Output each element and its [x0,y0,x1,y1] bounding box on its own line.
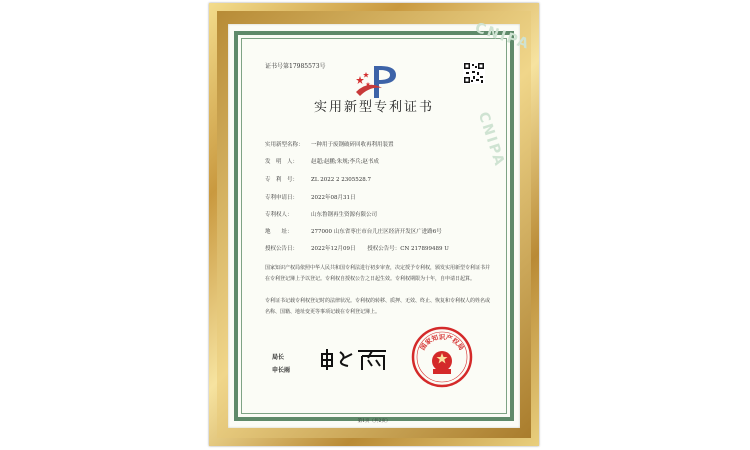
certificate-title: 实用新型专利证书 [313,100,434,115]
seal-text: 国家知识产权局 [418,333,466,352]
certificate-number: 证书号第17985573号 [265,63,326,70]
watermark: CNIPA [474,110,508,170]
paragraph-grant-notice: 国家知识产权局依照中华人民共和国专利法进行初步审查，决定授予专利权，颁发实用新型专利证书并在专利登记簿上予以登记。专利权自授权公告之日起生效。专利权期限为十年，自申请日起算。 [265,265,491,282]
field-utility-model-name: 实用新型名称： 一种用于废钢破碎回收再利用装置 [265,142,394,148]
paragraph-legal-status: 专利证书记载专利权登记时的法律状况。专利权的转移、质押、无效、终止、恢复和专利权人的姓名或名称、国籍、地址变更等事项记载在专利登记簿上。 [265,298,491,315]
field-patentee: 专利权人： 山东鲁钢再生资源有限公司 [265,212,378,218]
qr-code-icon [463,62,485,84]
director-name-label: 申长雨 [272,367,291,374]
field-address: 地 址： 277000 山东省枣庄市台儿庄区经济开发区广进路6号 [265,229,442,235]
field-inventors: 发 明 人： 赵超;赵鹏;朱规;李兵;赵书成 [265,159,379,165]
page-footer: 第1页（共2页） [357,419,391,424]
field-grant-date: 授权公告日： 2022年12月09日 授权公告号：CN 217899489 U [265,246,449,252]
field-patent-number: 专 利 号： ZL 2022 2 2305528.7 [265,177,371,183]
watermark-top: CNIPA [473,20,533,53]
director-signature-icon [318,346,392,372]
official-seal-icon [410,325,474,389]
field-application-date: 专利申请日： 2022年08月31日 [265,195,356,201]
director-label: 局长 [272,354,285,361]
